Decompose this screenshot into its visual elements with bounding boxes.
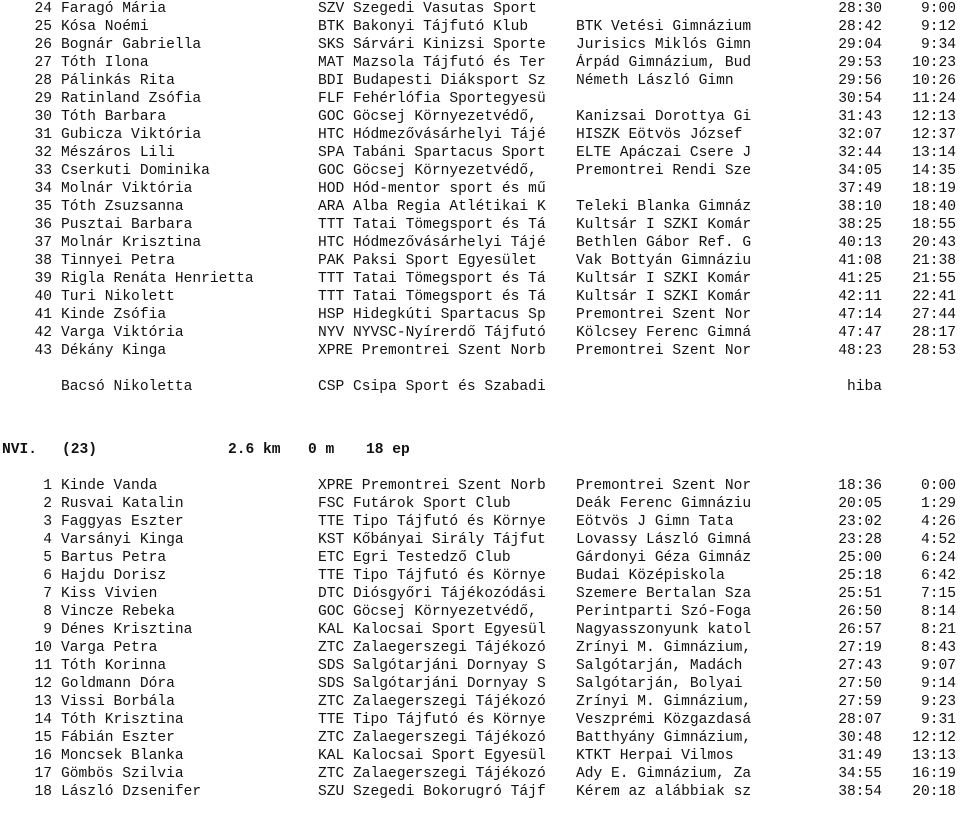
time-cell: 26:50 [838,604,882,620]
club-cell: ARA Alba Regia Atlétikai K [318,199,546,215]
result-row [0,621,960,639]
club-cell: CSP Csipa Sport és Szabadi [318,379,546,395]
club-cell: PAK Paksi Sport Egyesület [318,253,537,269]
rank-cell: 16 [34,748,52,764]
club-cell: TTT Tatai Tömegsport és Tá [318,271,546,287]
result-row-dnf [0,378,960,396]
club-cell: TTE Tipo Tájfutó és Környe [318,514,546,530]
time-cell: 31:49 [838,748,882,764]
rank-cell: 18 [34,784,52,800]
behind-cell: 10:23 [912,55,956,71]
name-cell: Tinnyei Petra [61,253,175,269]
time-cell: 27:50 [838,676,882,692]
school-cell: Szemere Bertalan Sza [576,586,752,602]
name-cell: László Dzsenifer [61,784,202,800]
name-cell: Tóth Krisztina [61,712,184,728]
rank-cell: 39 [34,271,52,287]
course-controls: 18 ep [366,442,410,458]
name-cell: Varga Viktória [61,325,184,341]
club-cell: KAL Kalocsai Sport Egyesül [318,748,546,764]
time-cell: 28:07 [838,712,882,728]
result-row [0,216,960,234]
school-cell: Árpád Gimnázium, Bud [576,55,752,71]
rank-cell: 42 [34,325,52,341]
behind-cell: 20:18 [912,784,956,800]
school-cell: Premontrei Szent Nor [576,307,752,323]
rank-cell: 14 [34,712,52,728]
behind-cell: 13:13 [912,748,956,764]
time-cell: 27:19 [838,640,882,656]
time-cell: 31:43 [838,109,882,125]
name-cell: Cserkuti Dominika [61,163,210,179]
result-row [0,198,960,216]
spacer [0,396,960,414]
spacer [0,459,960,477]
result-row [0,603,960,621]
school-cell: Jurisics Miklós Gimn [576,37,752,53]
club-cell: KST Kőbányai Sirály Tájfut [318,532,546,548]
club-cell: SPA Tabáni Spartacus Sport [318,145,546,161]
behind-cell: 9:34 [920,37,956,53]
club-cell: TTE Tipo Tájfutó és Környe [318,568,546,584]
rank-cell: 29 [34,91,52,107]
rank-cell: 5 [43,550,52,566]
club-cell: HTC Hódmezővásárhelyi Tájé [318,235,546,251]
result-row [0,711,960,729]
club-cell: ZTC Zalaegerszegi Tájékozó [318,640,546,656]
time-cell: 47:14 [838,307,882,323]
school-cell: Zrínyi M. Gimnázium, [576,694,752,710]
spacer [0,432,960,441]
behind-cell: 8:43 [920,640,956,656]
spacer [0,414,960,432]
time-cell: 18:36 [838,478,882,494]
name-cell: Rigla Renáta Henrietta [61,271,254,287]
category-code: NVI. [2,442,38,458]
time-cell: 38:25 [838,217,882,233]
result-row [0,252,960,270]
time-cell: 23:28 [838,532,882,548]
rank-cell: 36 [34,217,52,233]
school-cell: Ady E. Gimnázium, Za [576,766,752,782]
name-cell: Moncsek Blanka [61,748,184,764]
school-cell: Kultsár I SZKI Komár [576,289,752,305]
time-cell: 28:30 [838,1,882,17]
time-cell: 25:00 [838,550,882,566]
result-row [0,288,960,306]
rank-cell: 7 [43,586,52,602]
name-cell: Molnár Krisztina [61,235,202,251]
behind-cell: 4:26 [920,514,956,530]
name-cell: Varsányi Kinga [61,532,184,548]
result-row [0,306,960,324]
result-row [0,18,960,36]
club-cell: KAL Kalocsai Sport Egyesül [318,622,546,638]
name-cell: Kiss Vivien [61,586,158,602]
club-cell: SZV Szegedi Vasutas Sport [318,1,537,17]
result-row [0,747,960,765]
behind-cell: 8:14 [920,604,956,620]
rank-cell: 4 [43,532,52,548]
club-cell: TTE Tipo Tájfutó és Környe [318,712,546,728]
name-cell: Hajdu Dorisz [61,568,167,584]
school-cell: Kultsár I SZKI Komár [576,271,752,287]
course-climb: 0 m [308,442,335,458]
rank-cell: 24 [34,1,52,17]
name-cell: Dénes Krisztina [61,622,193,638]
behind-cell: 0:00 [920,478,956,494]
course-length: 2.6 km [228,442,281,458]
rank-cell: 2 [43,496,52,512]
result-row [0,126,960,144]
name-cell: Vincze Rebeka [61,604,175,620]
time-cell: 34:05 [838,163,882,179]
club-cell: XPRE Premontrei Szent Norb [318,343,546,359]
club-cell: BTK Bakonyi Tájfutó Klub [318,19,529,35]
rank-cell: 32 [34,145,52,161]
result-row [0,657,960,675]
club-cell: GOC Göcsej Környezetvédő, [318,163,537,179]
school-cell: Eötvös J Gimn Tata [576,514,734,530]
school-cell: Bethlen Gábor Ref. G [576,235,752,251]
club-cell: BDI Budapesti Diáksport Sz [318,73,546,89]
school-cell: Salgótarján, Madách [576,658,743,674]
behind-cell: 27:44 [912,307,956,323]
rank-cell: 28 [34,73,52,89]
rank-cell: 12 [34,676,52,692]
name-cell: Dékány Kinga [61,343,167,359]
result-row [0,234,960,252]
time-cell: 26:57 [838,622,882,638]
time-cell: 41:25 [838,271,882,287]
school-cell: Zrínyi M. Gimnázium, [576,640,752,656]
rank-cell: 3 [43,514,52,530]
result-row [0,0,960,18]
rank-cell: 37 [34,235,52,251]
behind-cell: 7:15 [920,586,956,602]
school-cell: Premontrei Rendi Sze [576,163,752,179]
behind-cell: 12:13 [912,109,956,125]
result-row [0,585,960,603]
name-cell: Kósa Noémi [61,19,149,35]
time-cell: 28:42 [838,19,882,35]
school-cell: Kultsár I SZKI Komár [576,217,752,233]
name-cell: Mészáros Lili [61,145,175,161]
club-cell: SDS Salgótarjáni Dornyay S [318,658,546,674]
club-cell: ZTC Zalaegerszegi Tájékozó [318,766,546,782]
school-cell: Kérem az alábbiak sz [576,784,752,800]
result-row [0,270,960,288]
result-row [0,36,960,54]
name-cell: Molnár Viktória [61,181,193,197]
behind-cell: 4:52 [920,532,956,548]
behind-cell: 9:00 [920,1,956,17]
behind-cell: 28:53 [912,343,956,359]
spacer [0,360,960,378]
club-cell: GOC Göcsej Környezetvédő, [318,604,537,620]
result-row [0,549,960,567]
club-cell: GOC Göcsej Környezetvédő, [318,109,537,125]
name-cell: Fábián Eszter [61,730,175,746]
result-row [0,54,960,72]
rank-cell: 33 [34,163,52,179]
behind-cell: 8:21 [920,622,956,638]
time-cell: 38:54 [838,784,882,800]
status-cell: hiba [846,379,882,395]
behind-cell: 18:40 [912,199,956,215]
school-cell: Salgótarján, Bolyai [576,676,743,692]
school-cell: Kanizsai Dorottya Gi [576,109,752,125]
name-cell: Rusvai Katalin [61,496,184,512]
behind-cell: 10:26 [912,73,956,89]
club-cell: MAT Mazsola Tájfutó és Ter [318,55,546,71]
behind-cell: 9:14 [920,676,956,692]
name-cell: Vissi Borbála [61,694,175,710]
name-cell: Kinde Vanda [61,478,158,494]
time-cell: 27:43 [838,658,882,674]
behind-cell: 9:31 [920,712,956,728]
result-row [0,675,960,693]
rank-cell: 15 [34,730,52,746]
rank-cell: 1 [43,478,52,494]
time-cell: 32:07 [838,127,882,143]
time-cell: 30:54 [838,91,882,107]
rank-cell: 26 [34,37,52,53]
behind-cell: 20:43 [912,235,956,251]
school-cell: Vak Bottyán Gimnáziu [576,253,752,269]
result-row [0,162,960,180]
behind-cell: 11:24 [912,91,956,107]
school-cell: Veszprémi Közgazdasá [576,712,752,728]
time-cell: 37:49 [838,181,882,197]
name-cell: Faragó Mária [61,1,167,17]
name-cell: Pálinkás Rita [61,73,175,89]
result-row [0,342,960,360]
rank-cell: 27 [34,55,52,71]
results-list-previous-category [0,0,960,360]
school-cell: KTKT Herpai Vilmos [576,748,734,764]
result-row [0,531,960,549]
behind-cell: 21:55 [912,271,956,287]
result-row [0,477,960,495]
behind-cell: 9:23 [920,694,956,710]
club-cell: HOD Hód-mentor sport és mű [318,181,546,197]
rank-cell: 13 [34,694,52,710]
school-cell: Nagyasszonyunk katol [576,622,752,638]
name-cell: Gömbös Szilvia [61,766,184,782]
name-cell: Bacsó Nikoletta [61,379,193,395]
behind-cell: 12:12 [912,730,956,746]
school-cell: ELTE Apáczai Csere J [576,145,752,161]
name-cell: Pusztai Barbara [61,217,193,233]
name-cell: Gubicza Viktória [61,127,202,143]
rank-cell: 41 [34,307,52,323]
name-cell: Goldmann Dóra [61,676,175,692]
name-cell: Tóth Ilona [61,55,149,71]
club-cell: FSC Futárok Sport Club [318,496,511,512]
time-cell: 34:55 [838,766,882,782]
result-row [0,513,960,531]
time-cell: 32:44 [838,145,882,161]
behind-cell: 28:17 [912,325,956,341]
name-cell: Varga Petra [61,640,158,656]
time-cell: 23:02 [838,514,882,530]
school-cell: Perintparti Szó-Foga [576,604,752,620]
school-cell: Premontrei Szent Nor [576,343,752,359]
time-cell: 30:48 [838,730,882,746]
club-cell: ETC Egri Testedző Club [318,550,511,566]
club-cell: DTC Diósgyőri Tájékozódási [318,586,546,602]
name-cell: Tóth Zsuzsanna [61,199,184,215]
name-cell: Tóth Barbara [61,109,167,125]
school-cell: Budai Középiskola [576,568,725,584]
result-row [0,108,960,126]
time-cell: 41:08 [838,253,882,269]
result-row [0,567,960,585]
club-cell: ZTC Zalaegerszegi Tájékozó [318,694,546,710]
behind-cell: 22:41 [912,289,956,305]
result-row [0,765,960,783]
rank-cell: 9 [43,622,52,638]
name-cell: Bartus Petra [61,550,167,566]
rank-cell: 25 [34,19,52,35]
result-row [0,72,960,90]
behind-cell: 16:19 [912,766,956,782]
behind-cell: 9:07 [920,658,956,674]
category-header [0,441,960,459]
time-cell: 38:10 [838,199,882,215]
rank-cell: 31 [34,127,52,143]
name-cell: Ratinland Zsófia [61,91,202,107]
result-row [0,180,960,198]
time-cell: 29:56 [838,73,882,89]
time-cell: 42:11 [838,289,882,305]
rank-cell: 8 [43,604,52,620]
club-cell: NYV NYVSC-Nyírerdő Tájfutó [318,325,546,341]
name-cell: Bognár Gabriella [61,37,202,53]
time-cell: 48:23 [838,343,882,359]
behind-cell: 18:19 [912,181,956,197]
club-cell: SDS Salgótarjáni Dornyay S [318,676,546,692]
school-cell: Batthyány Gimnázium, [576,730,752,746]
behind-cell: 14:35 [912,163,956,179]
name-cell: Tóth Korinna [61,658,167,674]
behind-cell: 13:14 [912,145,956,161]
time-cell: 40:13 [838,235,882,251]
behind-cell: 12:37 [912,127,956,143]
behind-cell: 1:29 [920,496,956,512]
time-cell: 27:59 [838,694,882,710]
result-row [0,693,960,711]
club-cell: ZTC Zalaegerszegi Tájékozó [318,730,546,746]
school-cell: HISZK Eötvös József [576,127,743,143]
category-count: (23) [62,442,98,458]
rank-cell: 38 [34,253,52,269]
rank-cell: 30 [34,109,52,125]
behind-cell: 6:42 [920,568,956,584]
school-cell: Premontrei Szent Nor [576,478,752,494]
school-cell: Gárdonyi Géza Gimnáz [576,550,752,566]
rank-cell: 10 [34,640,52,656]
rank-cell: 35 [34,199,52,215]
club-cell: TTT Tatai Tömegsport és Tá [318,217,546,233]
rank-cell: 40 [34,289,52,305]
club-cell: SKS Sárvári Kinizsi Sporte [318,37,546,53]
time-cell: 20:05 [838,496,882,512]
result-row [0,90,960,108]
result-row [0,783,960,801]
time-cell: 29:04 [838,37,882,53]
result-row [0,144,960,162]
behind-cell: 6:24 [920,550,956,566]
time-cell: 25:51 [838,586,882,602]
behind-cell: 21:38 [912,253,956,269]
rank-cell: 17 [34,766,52,782]
name-cell: Faggyas Eszter [61,514,184,530]
school-cell: Németh László Gimn [576,73,734,89]
school-cell: Deák Ferenc Gimnáziu [576,496,752,512]
behind-cell: 18:55 [912,217,956,233]
club-cell: FLF Fehérlófia Sportegyesü [318,91,546,107]
result-row [0,495,960,513]
club-cell: TTT Tatai Tömegsport és Tá [318,289,546,305]
rank-cell: 34 [34,181,52,197]
rank-cell: 6 [43,568,52,584]
behind-cell: 9:12 [920,19,956,35]
results-list-nvi [0,477,960,801]
club-cell: XPRE Premontrei Szent Norb [318,478,546,494]
rank-cell: 11 [34,658,52,674]
club-cell: HSP Hidegkúti Spartacus Sp [318,307,546,323]
school-cell: BTK Vetési Gimnázium [576,19,752,35]
name-cell: Turi Nikolett [61,289,175,305]
result-row [0,729,960,747]
result-row [0,324,960,342]
time-cell: 47:47 [838,325,882,341]
club-cell: HTC Hódmezővásárhelyi Tájé [318,127,546,143]
club-cell: SZU Szegedi Bokorugró Tájf [318,784,546,800]
result-row [0,639,960,657]
school-cell: Teleki Blanka Gimnáz [576,199,752,215]
school-cell: Kölcsey Ferenc Gimná [576,325,752,341]
time-cell: 25:18 [838,568,882,584]
name-cell: Kinde Zsófia [61,307,167,323]
rank-cell: 43 [34,343,52,359]
time-cell: 29:53 [838,55,882,71]
school-cell: Lovassy László Gimná [576,532,752,548]
